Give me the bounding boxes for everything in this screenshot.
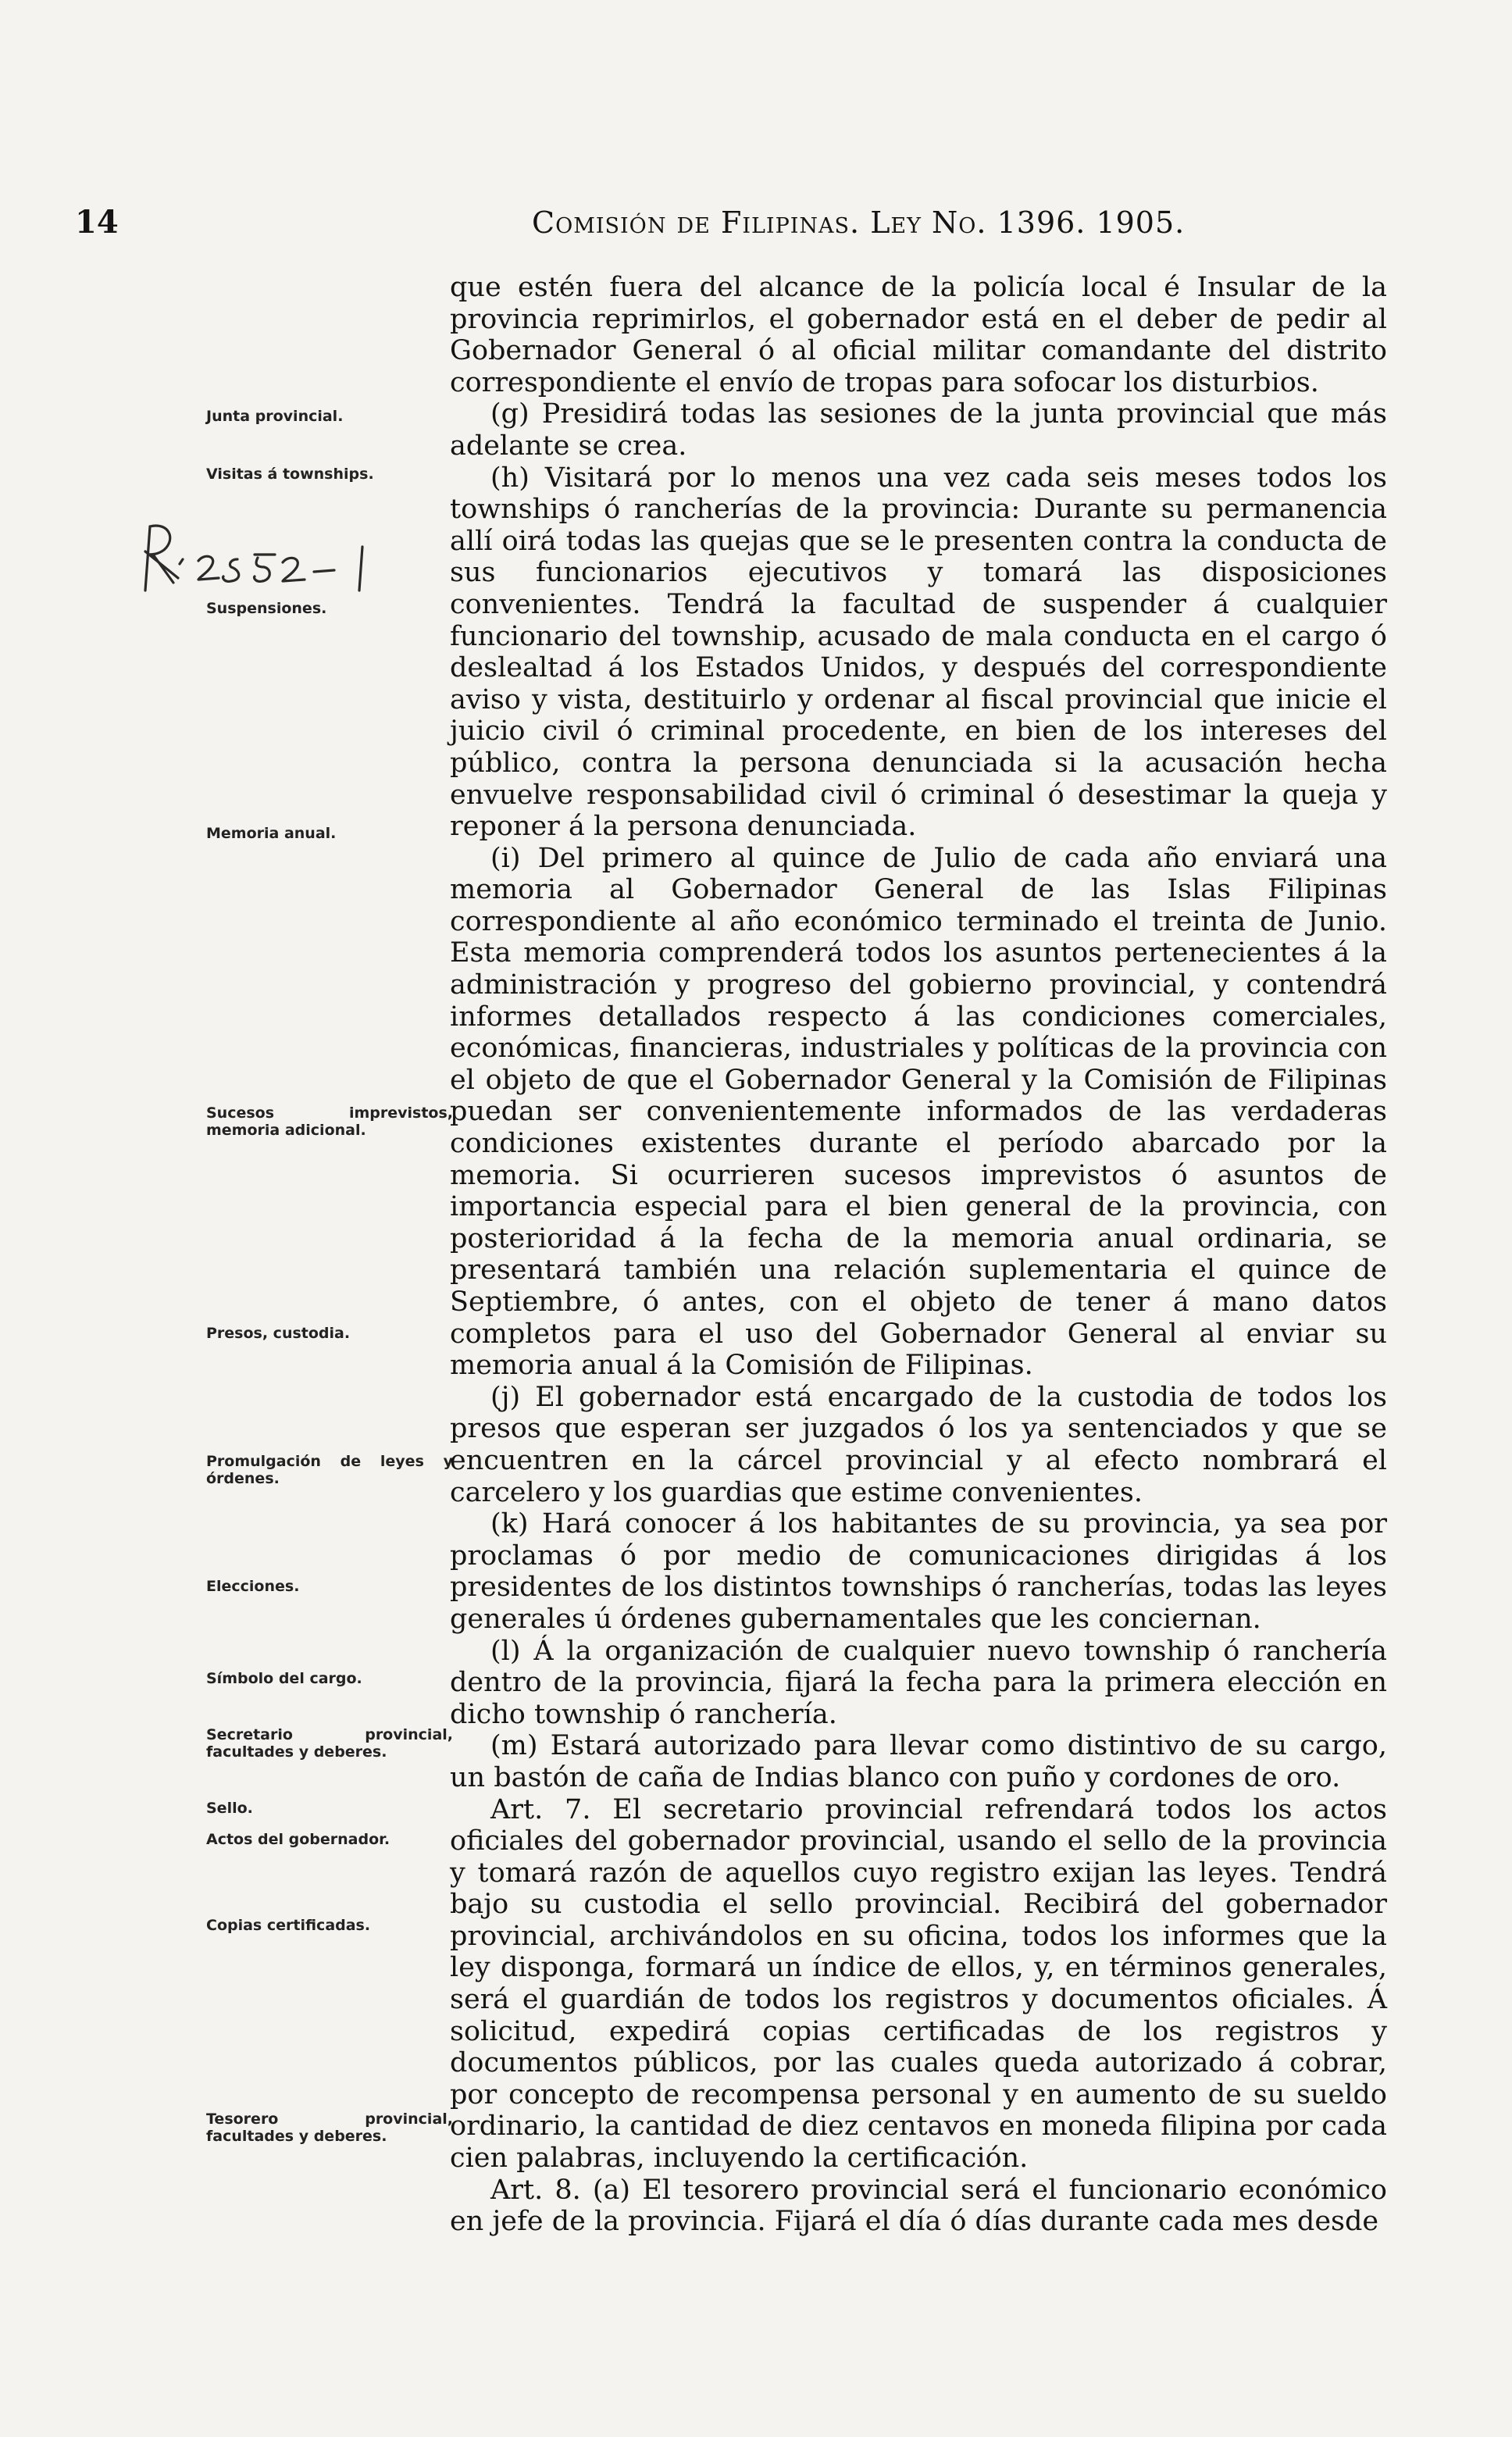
paragraph: Art. 8. (a) El tesorero provincial será el funcionario económico en jefe de la provincia. Fijará el día ó días durante cada mes desde bbox=[450, 2174, 1387, 2238]
paragraph: (k) Hará conocer á los habitantes de su provincia, ya sea por proclamas ó por medio de comunicaciones dirigidas á los presidentes de los distintos townships ó rancherías, todas las leyes generales ú órdenes gubernamentales que les conciernan. bbox=[450, 1508, 1387, 1635]
margin-note: Secretario provincial, facultades y deberes. bbox=[206, 1726, 453, 1761]
paragraph: (l) Á la organización de cualquier nuevo township ó ranchería dentro de la provincia, fijará la fecha para la primera elección en dicho township ó ranchería. bbox=[450, 1635, 1387, 1730]
paragraph: que estén fuera del alcance de la policía local é Insular de la provincia reprimirlos, el gobernador está en el deber de pedir al Gobernador General ó al oficial militar comandante del distrito correspondiente el envío de tropas para sofocar los disturbios. bbox=[450, 272, 1387, 398]
margin-note: Suspensiones. bbox=[206, 600, 327, 617]
paragraph: (h) Visitará por lo menos una vez cada seis meses todos los townships ó rancherías de la provincia: Durante su permanencia allí oirá todas las quejas que se le presenten contra la conducta de sus funcionarios ejecutivos y tomará las disposiciones convenientes. Tendrá la facultad de suspender á cualquier funcionario del township, acusado de mala conducta en el cargo ó deslealtad á los Estados Unidos, y después del correspondiente aviso y vista, destituirlo y ordenar al fiscal provincial que inicie el juicio civil ó criminal procedente, en bien de los intereses del público, contra la persona denunciada si la acusación hecha envuelve responsabilidad civil ó criminal ó desestimar la queja y reponer á la persona denunciada. bbox=[450, 462, 1387, 843]
running-title: Comisión de Filipinas. Ley No. 1396. 1905. bbox=[532, 205, 1186, 240]
body-text bbox=[450, 272, 1387, 2238]
page-number: 14 bbox=[75, 204, 119, 241]
margin-note: Copias certificadas. bbox=[206, 1917, 371, 1934]
margin-note: Visitas á townships. bbox=[206, 466, 374, 483]
paragraph: (i) Del primero al quince de Julio de cada año enviará una memoria al Gobernador General de las Islas Filipinas correspondiente al año económico terminado el treinta de Junio. Esta memoria comprenderá todos los asuntos pertenecientes á la administración y progreso del gobierno provincial, y contendrá informes detallados respecto á las condiciones comerciales, económicas, financieras, industriales y políticas de la provincia con el objeto de que el Gobernador General y la Comisión de Filipinas puedan ser convenientemente informados de las verdaderas condiciones existentes durante el período abarcado por la memoria. Si ocurrieren sucesos imprevistos ó asuntos de importancia especial para el bien general de la provincia, con posterioridad á la fecha de la memoria anual ordinaria, se presentará también una relación suplementaria el quince de Septiembre, ó antes, con el objeto de tener á mano datos completos para el uso del Gobernador General al enviar su memoria anual á la Comisión de Filipinas. bbox=[450, 842, 1387, 1382]
margin-note: Junta provincial. bbox=[206, 408, 344, 425]
paragraph: (g) Presidirá todas las sesiones de la junta provincial que más adelante se crea. bbox=[450, 398, 1387, 462]
paragraph: Art. 7. El secretario provincial refrendará todos los actos oficiales del gobernador provincial, usando el sello de la provincia y tomará razón de aquellos cuyo registro exijan las leyes. Tendrá bajo su custodia el sello provincial. Recibirá del gobernador provincial, archivándolos en su oficina, todos los informes que la ley disponga, formará un índice de ellos, y, en términos generales, será el guardián de todos los registros y documentos oficiales. Á solicitud, expedirá copias certificadas de los registros y documentos públicos, por las cuales queda autorizado á cobrar, por concepto de recompensa personal y en aumento de su sueldo ordinario, la cantidad de diez centavos en moneda filipina por cada cien palabras, incluyendo la certificación. bbox=[450, 1793, 1387, 2175]
margin-note: Sello. bbox=[206, 1800, 253, 1817]
paragraph: (m) Estará autorizado para llevar como distintivo de su cargo, un bastón de caña de Indias blanco con puño y cordones de oro. bbox=[450, 1730, 1387, 1793]
margin-note: Promulgación de leyes y órdenes. bbox=[206, 1453, 453, 1487]
handwritten-annotation bbox=[137, 516, 419, 601]
paragraph: (j) El gobernador está encargado de la custodia de todos los presos que esperan ser juzgados ó los ya sentenciados y que se encuentren en la cárcel provincial y al efecto nombrará el carcelero y los guardias que estime convenientes. bbox=[450, 1381, 1387, 1508]
margin-note: Sucesos imprevistos, memoria adicional. bbox=[206, 1104, 453, 1139]
margin-note: Tesorero provincial, facultades y deberes. bbox=[206, 2111, 453, 2145]
margin-note: Memoria anual. bbox=[206, 825, 337, 842]
margin-note: Elecciones. bbox=[206, 1578, 300, 1595]
margin-note: Presos, custodia. bbox=[206, 1325, 351, 1342]
margin-note: Símbolo del cargo. bbox=[206, 1670, 362, 1687]
margin-note: Actos del gobernador. bbox=[206, 1831, 390, 1848]
